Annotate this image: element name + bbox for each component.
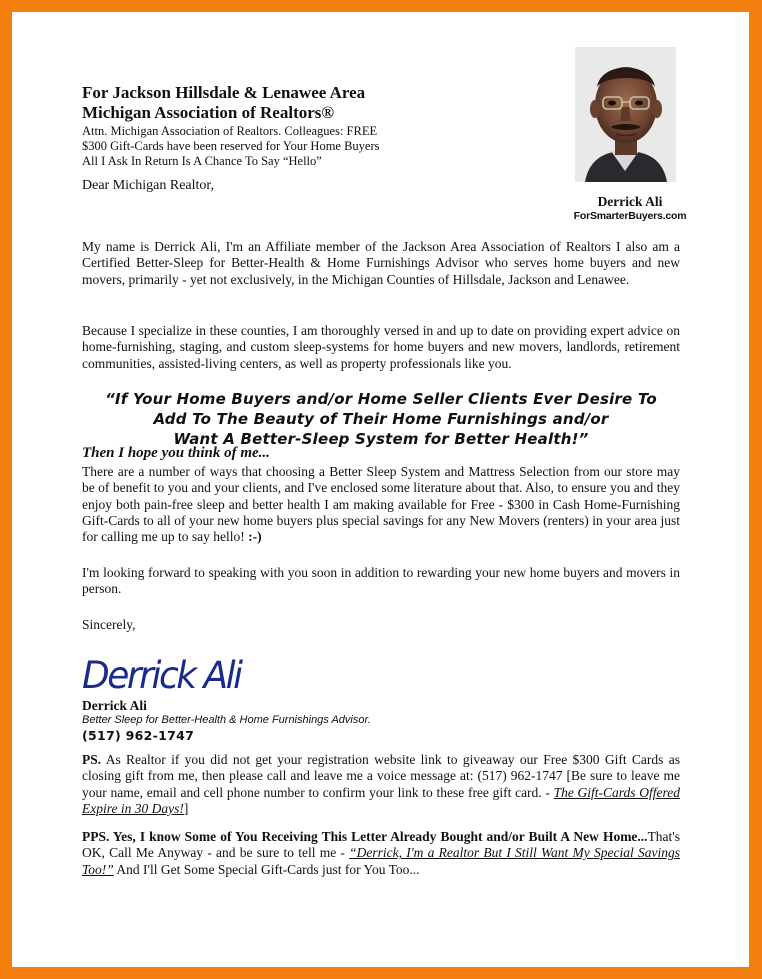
quote-line: Add To The Beauty of Their Home Furnishings and/or [153,410,609,428]
portrait-photo [575,47,676,182]
postscript [82,752,680,817]
signature-image [78,642,258,702]
signature-lettering: Derrick Ali [82,653,241,698]
attn-line: All I Ask In Return Is A Chance To Say “Hello” [82,154,322,168]
pps-quote: “Derrick, I'm a Realtor But I Still Want My Special Savings Too!” [82,845,680,877]
letter-heading [82,83,562,123]
post-postscript [82,829,680,878]
quote-line: “If Your Home Buyers and/or Home Seller Clients Ever Desire To [105,390,657,408]
body-paragraph-1: My name is Derrick Ali, I'm an Affiliate member of the Jackson Area Association of Realtors I also am a Certified Better-Sleep for Better-Health & Home Furnishings Advisor who serves home buyers and new movers, primarily - yet not exclusively, in the Michigan Counties of Hillsdale, Jackson and Lenawee. [82,239,680,287]
letter-page [12,12,749,967]
closing-sincerely: Sincerely, [82,617,136,632]
attn-line: $300 Gift-Cards have been reserved for Your Home Buyers [82,139,380,153]
ps-label: PS. [82,752,102,767]
pps-bold: PPS. Yes, I know Some of You Receiving This Letter Already Bought and/or Built A New Home... [82,829,648,844]
body-paragraph-3 [82,464,680,545]
signer-title: Better Sleep for Better-Health & Home Furnishings Advisor. [82,714,371,726]
ps-end: ] [183,800,189,816]
signer-phone: (517) 962-1747 [82,728,195,743]
pull-quote [82,389,680,449]
pps-text: That's OK, Call Me Anyway - and be sure to tell me - [82,829,680,861]
smiley: :-) [248,529,262,545]
attention-block [82,124,502,169]
greeting: Dear Michigan Realtor, [82,178,215,193]
heading-line-2: Michigan Association of Realtors® [82,103,335,122]
ps-expiry-note: The Gift-Cards Offered Expire in 30 Days! [82,784,681,816]
heading-line-1: For Jackson Hillsdale & Lenawee Area [82,83,366,102]
handwritten-signature [78,642,258,702]
signer-name: Derrick Ali [82,698,147,713]
body-paragraph-4: I'm looking forward to speaking with you soon in addition to rewarding your new home buyers and movers in person. [82,565,680,597]
portrait-image [575,47,676,182]
attn-line: Attn. Michigan Association of Realtors. Colleagues: FREE [82,124,378,138]
paragraph-3-text: There are a number of ways that choosing a Better Sleep System and Mattress Selection from our store may be of benefit to you and your clients, and I've enclosed some literature about that. Also, to ensure you and they enjoy both pain-free sleep and better health I am making available for Free - $300 in Cash Home-Furnishing Gift-Cards to all of your new home buyers plus special savings for any New Movers (renters) in your area just for calling me up to say hello! [82,464,680,545]
then-hope-heading: Then I hope you think of me... [82,445,270,461]
ps-text: As Realtor if you did not get your registration website link to giveaway our Free $300 Gift Cards as closing gift from me, then please call and leave me a voice message at: (517) 962-1747 [Be sure to leave me your name, email and cell phone number to confirm your link to these free gift card. - [82,752,680,800]
quote-line: Want A Better-Sleep System for Better Health!” [173,430,589,448]
body-paragraph-2: Because I specialize in these counties, I am thoroughly versed in and up to date on providing expert advice on home-furnishing, staging, and custom sleep-systems for home buyers and new movers, landlords, retirement communities, assisted-living centers, as well as property professionals like you. [82,323,680,371]
photo-caption-name: Derrick Ali [597,194,663,209]
pps-end: And I'll Get Some Special Gift-Cards just for You Too... [113,861,420,877]
photo-caption-website: ForSmarterBuyers.com [573,210,687,222]
